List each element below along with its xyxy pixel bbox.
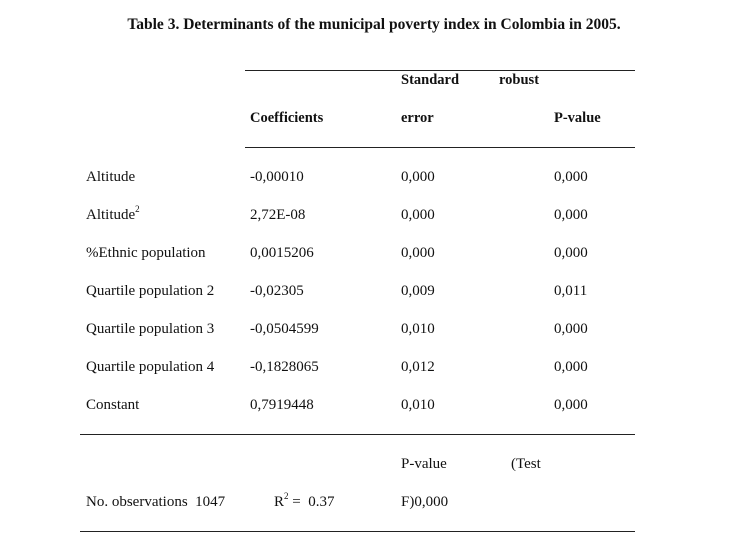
row-coefficient: 0,0015206 [250,245,314,261]
row-standard-error: 0,010 [401,397,435,413]
row-p-value: 0,000 [554,359,588,375]
row-label: Constant [86,397,140,413]
row-label: %Ethnic population [86,245,206,261]
row-coefficient: -0,0504599 [250,321,319,337]
row-p-value: 0,000 [554,397,588,413]
row-standard-error: 0,012 [401,359,435,375]
row-standard-error: 0,000 [401,245,435,261]
header-standard: Standard [401,72,460,88]
header-coefficients: Coefficients [250,110,324,126]
table-title: Table 3. Determinants of the municipal poverty index in Colombia in 2005. [127,16,621,33]
row-standard-error: 0,010 [401,321,435,337]
footer-test-label: (Test [511,456,541,472]
footer-f-value: F)0,000 [401,494,449,510]
row-standard-error: 0,009 [401,283,435,299]
row-coefficient: -0,1828065 [250,359,319,375]
row-p-value: 0,000 [554,245,588,261]
header-top-rule [245,70,635,71]
row-coefficient: 0,7919448 [250,397,314,413]
row-label: Altitude [86,169,136,185]
footer-pvalue-label: P-value [401,456,447,472]
superscript: 2 [135,204,140,214]
body-bottom-rule [80,434,635,435]
row-standard-error: 0,000 [401,169,435,185]
row-coefficient: 2,72E-08 [250,207,306,223]
row-p-value: 0,000 [554,207,588,223]
footer-bottom-rule [80,531,635,532]
row-coefficient: -0,02305 [250,283,304,299]
row-label: Quartile population 2 [86,283,215,299]
row-label: Quartile population 4 [86,359,215,375]
header-bottom-rule [245,147,635,148]
row-p-value: 0,011 [554,283,588,299]
footer-observations: No. observations 1047 [86,494,226,510]
row-standard-error: 0,000 [401,207,435,223]
header-robust: robust [499,72,540,88]
row-p-value: 0,000 [554,321,588,337]
row-coefficient: -0,00010 [250,169,304,185]
header-error: error [401,110,434,126]
header-pvalue: P-value [554,110,601,126]
row-label: Altitude$^2$ [86,204,140,223]
footer-r-squared: $R^2 = 0.37$ [274,491,335,510]
row-p-value: 0,000 [554,169,588,185]
row-label: Quartile population 3 [86,321,215,337]
